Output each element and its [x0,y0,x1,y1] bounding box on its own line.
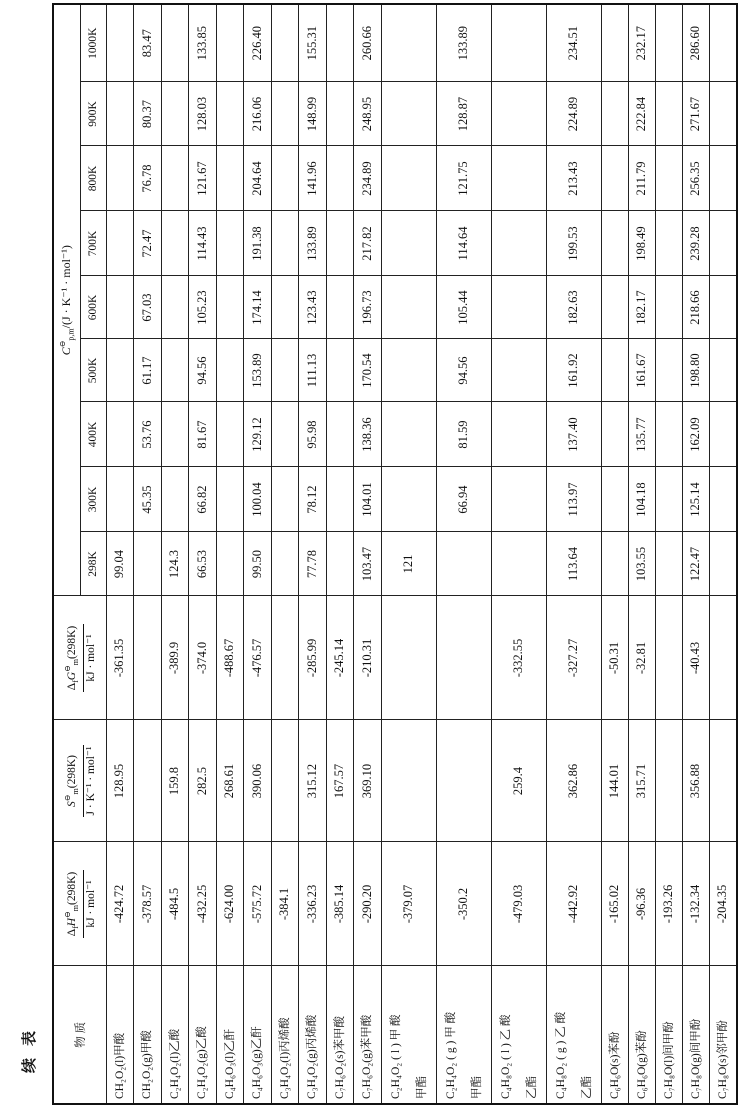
cp-value-600K [381,276,436,339]
cp-value-900K [655,82,682,146]
cp-value-400K [655,402,682,467]
cp-value-800K [381,146,436,211]
cp-value-1000K: 260.66 [354,4,382,82]
rotated-page [20,5,737,1105]
cp-value-500K [709,339,737,402]
cp-value-298K: 99.50 [244,532,272,596]
table-row [682,4,709,1104]
enthalpy-value: -165.02 [601,842,628,966]
cp-value-800K [216,146,244,211]
cp-value-400K: 81.67 [189,402,217,467]
cp-value-300K [161,467,189,532]
cp-value-298K: 103.55 [628,532,655,596]
gibbs-value: -50.31 [601,596,628,720]
substance-name: C₆H₆O(g)苯酚 [628,966,655,1104]
entropy-value: 315.12 [299,720,327,842]
substance-name: C₄H₈O₂ ( g ) 乙 酸 乙酯 [546,966,601,1104]
cp-value-900K [491,82,546,146]
cp-value-900K [161,82,189,146]
entropy-value: 390.06 [244,720,272,842]
gibbs-value: -476.57 [244,596,272,720]
cp-value-298K: 122.47 [682,532,709,596]
header-temp-1000K: 1000K [80,4,106,82]
cp-value-300K [216,467,244,532]
cp-value-500K: 111.13 [299,339,327,402]
table-row [655,4,682,1104]
substance-name: C₄H₈O₂ ( l ) 乙 酸 乙酯 [491,966,546,1104]
table-row [601,4,628,1104]
cp-value-400K [326,402,354,467]
gibbs-value: -285.99 [299,596,327,720]
table-row [381,4,436,1104]
cp-value-600K: 218.66 [682,276,709,339]
cp-value-700K [381,211,436,276]
cp-value-600K [326,276,354,339]
cp-value-1000K: 232.17 [628,4,655,82]
cp-value-400K [161,402,189,467]
cp-value-300K: 66.82 [189,467,217,532]
substance-name: C₇H₈O(l)间甲酚 [655,966,682,1104]
gibbs-value: -389.9 [161,596,189,720]
header-substance: 物 质 [53,966,106,1104]
cp-value-298K: 77.78 [299,532,327,596]
cp-value-700K: 114.64 [436,211,491,276]
cp-value-600K [655,276,682,339]
table-row [299,4,327,1104]
cp-value-300K [709,467,737,532]
cp-value-700K [491,211,546,276]
table-row [491,4,546,1104]
enthalpy-value: -424.72 [106,842,134,966]
cp-value-600K [491,276,546,339]
table-row [436,4,491,1104]
substance-name: C₂H₄O₂ ( l ) 甲 酸 甲酯 [381,966,436,1104]
cp-value-800K [601,146,628,211]
header-temp-500K: 500K [80,339,106,402]
cp-value-298K [601,532,628,596]
cp-value-700K [709,211,737,276]
cp-value-500K: 61.17 [134,339,162,402]
enthalpy-value: -378.57 [134,842,162,966]
header-heat-capacity: $C^⊖_{p,m}/(J \cdot K^{-1} \cdot mol^{-1})$ [53,4,80,596]
cp-value-1000K [655,4,682,82]
cp-value-900K: 216.06 [244,82,272,146]
cp-value-700K [601,211,628,276]
cp-value-298K: 103.47 [354,532,382,596]
entropy-value [709,720,737,842]
cp-value-500K: 161.67 [628,339,655,402]
cp-value-1000K: 133.89 [436,4,491,82]
gibbs-value [709,596,737,720]
cp-value-900K [381,82,436,146]
substance-name: C₃H₄O₂(g)丙烯酸 [299,966,327,1104]
cp-value-298K: 113.64 [546,532,601,596]
header-entropy: $S^⊖_m(298K)$ J · K⁻¹ · mol⁻¹ [53,720,106,842]
cp-value-600K [601,276,628,339]
cp-value-1000K [381,4,436,82]
cp-value-700K [161,211,189,276]
entropy-value: 167.57 [326,720,354,842]
cp-value-400K: 53.76 [134,402,162,467]
cp-value-300K: 104.18 [628,467,655,532]
cp-value-298K [271,532,299,596]
cp-value-500K [655,339,682,402]
cp-value-1000K: 83.47 [134,4,162,82]
cp-value-600K: 105.44 [436,276,491,339]
cp-value-600K: 196.73 [354,276,382,339]
header-temp-800K: 800K [80,146,106,211]
cp-value-800K [271,146,299,211]
cp-value-500K [161,339,189,402]
cp-value-700K: 217.82 [354,211,382,276]
gibbs-value: -40.43 [682,596,709,720]
cp-value-600K: 67.03 [134,276,162,339]
cp-value-800K: 211.79 [628,146,655,211]
header-temp-700K: 700K [80,211,106,276]
cp-value-700K: 72.47 [134,211,162,276]
cp-value-500K [491,339,546,402]
cp-value-600K: 123.43 [299,276,327,339]
table-row [326,4,354,1104]
enthalpy-value: -379.07 [381,842,436,966]
cp-value-600K [216,276,244,339]
cp-value-600K [161,276,189,339]
enthalpy-value: -193.26 [655,842,682,966]
cp-value-900K [271,82,299,146]
enthalpy-value: -204.35 [709,842,737,966]
cp-value-298K [655,532,682,596]
entropy-value: 128.95 [106,720,134,842]
entropy-value: 315.71 [628,720,655,842]
enthalpy-value: -384.1 [271,842,299,966]
cp-value-700K [106,211,134,276]
cp-value-300K: 45.35 [134,467,162,532]
cp-value-700K [271,211,299,276]
gibbs-value [381,596,436,720]
cp-value-300K [601,467,628,532]
cp-value-600K: 174.14 [244,276,272,339]
substance-name: C₄H₆O₃(l)乙酐 [216,966,244,1104]
substance-name: C₇H₆O₂(g)苯甲酸 [354,966,382,1104]
header-enthalpy: $\Delta_fH^⊖_m(298K)$ kJ · mol⁻¹ [53,842,106,966]
cp-value-400K [106,402,134,467]
cp-value-1000K [271,4,299,82]
cp-value-800K: 141.96 [299,146,327,211]
cp-value-300K [106,467,134,532]
entropy-value: 144.01 [601,720,628,842]
cp-value-900K: 128.87 [436,82,491,146]
enthalpy-value: -624.00 [216,842,244,966]
cp-value-300K: 78.12 [299,467,327,532]
gibbs-value [271,596,299,720]
cp-value-500K [106,339,134,402]
cp-value-300K: 66.94 [436,467,491,532]
cp-value-600K: 182.17 [628,276,655,339]
cp-value-300K [655,467,682,532]
table-row [216,4,244,1104]
header-temp-298K: 298K [80,532,106,596]
cp-value-1000K [161,4,189,82]
cp-value-298K [326,532,354,596]
cp-value-500K: 170.54 [354,339,382,402]
cp-value-900K [326,82,354,146]
substance-name: C₃H₄O₂(l)丙烯酸 [271,966,299,1104]
entropy-value [271,720,299,842]
cp-value-300K [491,467,546,532]
cp-value-400K: 137.40 [546,402,601,467]
gibbs-value: -488.67 [216,596,244,720]
table-row [244,4,272,1104]
table-row [106,4,134,1104]
table-row [546,4,601,1104]
table-row [161,4,189,1104]
cp-value-600K: 182.63 [546,276,601,339]
cp-value-1000K [106,4,134,82]
cp-value-298K [216,532,244,596]
enthalpy-value: -350.2 [436,842,491,966]
cp-value-298K [491,532,546,596]
entropy-value: 362.86 [546,720,601,842]
cp-value-400K [216,402,244,467]
enthalpy-value: -432.25 [189,842,217,966]
cp-value-700K [655,211,682,276]
cp-value-600K [271,276,299,339]
cp-value-400K: 129.12 [244,402,272,467]
cp-value-1000K [491,4,546,82]
enthalpy-value: -385.14 [326,842,354,966]
gibbs-value: -374.0 [189,596,217,720]
header-temp-300K: 300K [80,467,106,532]
cp-value-600K: 105.23 [189,276,217,339]
cp-value-298K: 66.53 [189,532,217,596]
cp-value-800K [106,146,134,211]
cp-value-900K [106,82,134,146]
cp-value-800K [326,146,354,211]
cp-value-500K [601,339,628,402]
entropy-value: 159.8 [161,720,189,842]
gibbs-value [436,596,491,720]
header-temp-400K: 400K [80,402,106,467]
cp-value-500K: 94.56 [189,339,217,402]
gibbs-value: -327.27 [546,596,601,720]
header-temp-600K: 600K [80,276,106,339]
cp-value-400K: 162.09 [682,402,709,467]
entropy-value: 282.5 [189,720,217,842]
cp-value-500K: 198.80 [682,339,709,402]
cp-value-1000K [709,4,737,82]
table-row [271,4,299,1104]
cp-value-400K: 95.98 [299,402,327,467]
cp-value-800K: 213.43 [546,146,601,211]
substance-name: C₆H₆O(s)苯酚 [601,966,628,1104]
cp-value-400K [381,402,436,467]
substance-name: C₇H₈O(s)邻甲酚 [709,966,737,1104]
table-row [134,4,162,1104]
cp-value-300K [271,467,299,532]
cp-value-298K: 124.3 [161,532,189,596]
entropy-value: 356.88 [682,720,709,842]
gibbs-value: -332.55 [491,596,546,720]
substance-name: C₂H₄O₂(l)乙酸 [161,966,189,1104]
cp-value-1000K: 155.31 [299,4,327,82]
cp-value-298K [436,532,491,596]
entropy-value [436,720,491,842]
cp-value-800K: 76.78 [134,146,162,211]
table-row [189,4,217,1104]
cp-value-700K [216,211,244,276]
cp-value-500K: 153.89 [244,339,272,402]
gibbs-value: -32.81 [628,596,655,720]
cp-value-300K: 100.04 [244,467,272,532]
cp-value-800K [709,146,737,211]
cp-value-400K [271,402,299,467]
cp-value-1000K: 234.51 [546,4,601,82]
cp-value-1000K: 286.60 [682,4,709,82]
cp-value-600K [106,276,134,339]
gibbs-value [134,596,162,720]
enthalpy-value: -479.03 [491,842,546,966]
cp-value-700K: 133.89 [299,211,327,276]
substance-name: CH₂O₂(l)甲酸 [106,966,134,1104]
cp-value-1000K [326,4,354,82]
cp-value-800K: 256.35 [682,146,709,211]
table-row [709,4,737,1104]
cp-value-1000K: 133.85 [189,4,217,82]
cp-value-500K: 161.92 [546,339,601,402]
cp-value-400K: 138.36 [354,402,382,467]
cp-value-298K [134,532,162,596]
substance-name: CH₂O₂(g)甲酸 [134,966,162,1104]
cp-value-900K: 224.89 [546,82,601,146]
cp-value-400K [601,402,628,467]
cp-value-500K [381,339,436,402]
enthalpy-value: -290.20 [354,842,382,966]
header-gibbs: $\Delta_fG^⊖_m(298K)$ kJ · mol⁻¹ [53,596,106,720]
entropy-value [655,720,682,842]
cp-value-400K: 81.59 [436,402,491,467]
substance-name: C₇H₆O₂(s)苯甲酸 [326,966,354,1104]
entropy-value [381,720,436,842]
substance-name: C₇H₈O(g)间甲酚 [682,966,709,1104]
cp-value-300K: 113.97 [546,467,601,532]
cp-value-900K: 80.37 [134,82,162,146]
cp-value-300K [326,467,354,532]
enthalpy-value: -96.36 [628,842,655,966]
cp-value-400K [709,402,737,467]
table-row [354,4,382,1104]
cp-value-900K [709,82,737,146]
enthalpy-value: -484.5 [161,842,189,966]
cp-value-900K: 248.95 [354,82,382,146]
gibbs-value: -210.31 [354,596,382,720]
cp-value-900K [216,82,244,146]
cp-value-500K: 94.56 [436,339,491,402]
thermo-data-table [52,3,738,1105]
header-temp-900K: 900K [80,82,106,146]
entropy-value: 268.61 [216,720,244,842]
enthalpy-value: -442.92 [546,842,601,966]
cp-value-900K: 128.03 [189,82,217,146]
gibbs-value: -245.14 [326,596,354,720]
cp-value-800K [655,146,682,211]
cp-value-800K [161,146,189,211]
cp-value-800K: 121.75 [436,146,491,211]
cp-value-1000K [601,4,628,82]
cp-value-800K: 204.64 [244,146,272,211]
cp-value-500K [271,339,299,402]
cp-value-800K [491,146,546,211]
cp-value-800K: 121.67 [189,146,217,211]
cp-value-298K: 121 [381,532,436,596]
entropy-value [134,720,162,842]
cp-value-500K [216,339,244,402]
cp-value-700K [326,211,354,276]
cp-value-300K: 125.14 [682,467,709,532]
cp-value-900K: 148.99 [299,82,327,146]
enthalpy-value: -336.23 [299,842,327,966]
cp-value-298K: 99.04 [106,532,134,596]
cp-value-400K [491,402,546,467]
cp-value-1000K [216,4,244,82]
entropy-value: 259.4 [491,720,546,842]
enthalpy-value: -132.34 [682,842,709,966]
cp-value-900K: 271.67 [682,82,709,146]
cp-value-300K [381,467,436,532]
cp-value-700K: 239.28 [682,211,709,276]
cp-value-900K [601,82,628,146]
cp-value-500K [326,339,354,402]
entropy-value: 369.10 [354,720,382,842]
enthalpy-value: -575.72 [244,842,272,966]
cp-value-300K: 104.01 [354,467,382,532]
substance-name: C₂H₄O₂(g)乙酸 [189,966,217,1104]
cp-value-700K: 198.49 [628,211,655,276]
cp-value-800K: 234.89 [354,146,382,211]
cp-value-298K [709,532,737,596]
cp-value-700K: 191.38 [244,211,272,276]
cp-value-900K: 222.84 [628,82,655,146]
table-row [628,4,655,1104]
substance-name: C₂H₄O₂ ( g ) 甲 酸 甲酯 [436,966,491,1104]
cp-value-400K: 135.77 [628,402,655,467]
substance-name: C₄H₆O₃(g)乙酐 [244,966,272,1104]
table-caption: 续表 [20,1018,38,1073]
cp-value-1000K: 226.40 [244,4,272,82]
cp-value-700K: 199.53 [546,211,601,276]
cp-value-700K: 114.43 [189,211,217,276]
gibbs-value: -361.35 [106,596,134,720]
gibbs-value [655,596,682,720]
cp-value-600K [709,276,737,339]
